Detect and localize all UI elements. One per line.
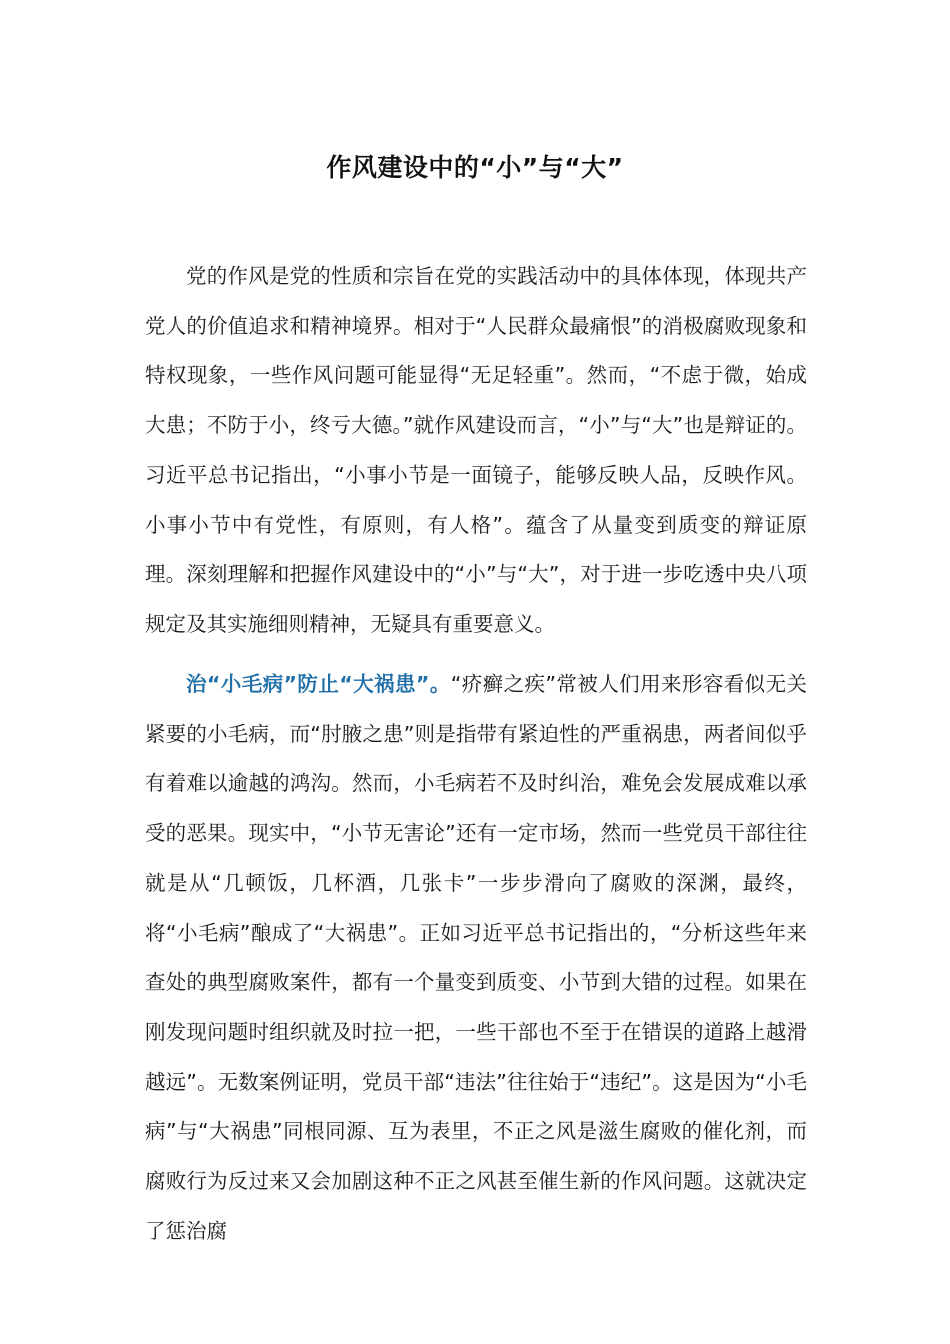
paragraph-intro [145,252,807,650]
paragraph-heading-small-ailments: 治“小毛病”防止“大祸患”。 [186,672,451,696]
paragraph-small-ailments [145,660,807,1243]
paragraph-small-ailments-text: “疥癣之疾”常被人们用来形容看似无关紧要的小毛病，而“肘腋之患”则是指带有紧迫性的严重祸患，两者间似乎有着难以逾越的鸿沟。然而，小毛病若不及时纠治，难免会发展成难以承受的恶果。现实中，“小节无害论”还有一定市场，然而一些党员干部往往就是从“几顿饭，几杯酒，几张卡”一步步滑向了腐败的深渊，最终，将“小毛病”酿成了“大祸患”。正如习近平总书记指出的，“分析这些年来查处的典型腐败案件，都有一个量变到质变、小节到大错的过程。如果在刚发现问题时组织就及时拉一把，一些干部也不至于在错误的道路上越滑越远”。无数案例证明，党员干部“违法”往往始于“违纪”。这是因为“小毛病”与“大祸患”同根同源、互为表里，不正之风是滋生腐败的催化剂，而腐败行为反过来又会加剧这种不正之风甚至催生新的作风问题。这就决定了惩治腐 [145,672,807,1243]
paragraph-intro-text: 党的作风是党的性质和宗旨在党的实践活动中的具体体现，体现共产党人的价值追求和精神境界。相对于“人民群众最痛恨”的消极腐败现象和特权现象，一些作风问题可能显得“无足轻重”。然而，“不虑于微，始成大患；不防于小，终亏大德。”就作风建设而言，“小”与“大”也是辩证的。习近平总书记指出，“小事小节是一面镜子，能够反映人品，反映作风。小事小节中有党性，有原则，有人格”。蕴含了从量变到质变的辩证原理。深刻理解和把握作风建设中的“小”与“大”，对于进一步吃透中央八项规定及其实施细则精神，无疑具有重要意义。 [145,264,807,636]
document-title: 作风建设中的“小”与“大” [326,152,624,182]
